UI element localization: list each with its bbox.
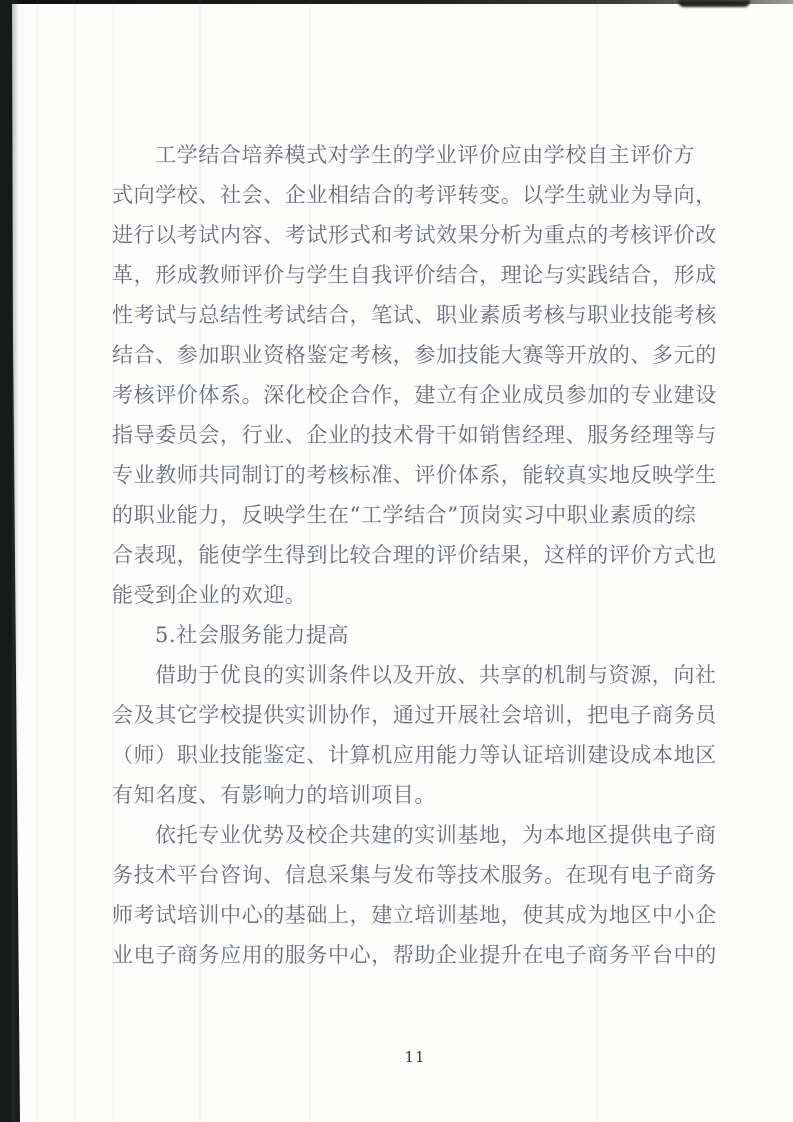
section-heading: 5.社会服务能力提高 <box>155 623 350 647</box>
text-line: 革，形成教师评价与学生自我评价结合，理论与实践结合，形成 <box>112 263 717 287</box>
text-line: 指导委员会，行业、企业的技术骨干如销售经理、服务经理等与 <box>112 423 717 447</box>
text-line: 结合、参加职业资格鉴定考核，参加技能大赛等开放的、多元的 <box>112 343 717 367</box>
scan-top-edge-shadow <box>0 0 793 4</box>
text-line: 性考试与总结性考试结合，笔试、职业素质考核与职业技能考核 <box>112 303 717 327</box>
text-line: 式向学校、社会、企业相结合的考评转变。以学生就业为导向， <box>112 183 717 207</box>
text-line: 会及其它学校提供实训协作，通过开展社会培训，把电子商务员 <box>112 703 717 727</box>
text-line: 业电子商务应用的服务中心，帮助企业提升在电子商务平台中的 <box>112 943 717 967</box>
page-number: 11 <box>404 1048 426 1066</box>
text-line: 进行以考试内容、考试形式和考试效果分析为重点的考核评价改 <box>112 223 717 247</box>
text-line: 能受到企业的欢迎。 <box>112 583 307 607</box>
scan-streak <box>36 0 38 1122</box>
text-line: 务技术平台咨询、信息采集与发布等技术服务。在现有电子商务 <box>112 863 717 887</box>
scan-left-edge-shadow <box>0 0 21 1122</box>
scan-top-edge-mark <box>678 0 750 7</box>
text-line: 的职业能力，反映学生在“工学结合”顶岗实习中职业素质的综 <box>112 503 697 527</box>
text-line: 专业教师共同制订的考核标准、评价体系，能较真实地反映学生 <box>112 463 717 487</box>
text-line: 合表现，能使学生得到比较合理的评价结果，这样的评价方式也 <box>112 543 717 567</box>
document-body-text <box>112 135 718 975</box>
text-line: 考核评价体系。深化校企合作，建立有企业成员参加的专业建设 <box>112 383 717 407</box>
text-line: 工学结合培养模式对学生的学业评价应由学校自主评价方 <box>155 143 695 167</box>
text-line: （师）职业技能鉴定、计算机应用能力等认证培训建设成本地区 <box>112 743 717 767</box>
text-line: 师考试培训中心的基础上，建立培训基地，使其成为地区中小企 <box>112 903 717 927</box>
text-line: 借助于优良的实训条件以及开放、共享的机制与资源，向社 <box>155 663 717 687</box>
scan-streak <box>74 0 76 1122</box>
text-line: 有知名度、有影响力的培训项目。 <box>112 783 436 807</box>
text-line: 依托专业优势及校企共建的实训基地，为本地区提供电子商 <box>155 823 717 847</box>
